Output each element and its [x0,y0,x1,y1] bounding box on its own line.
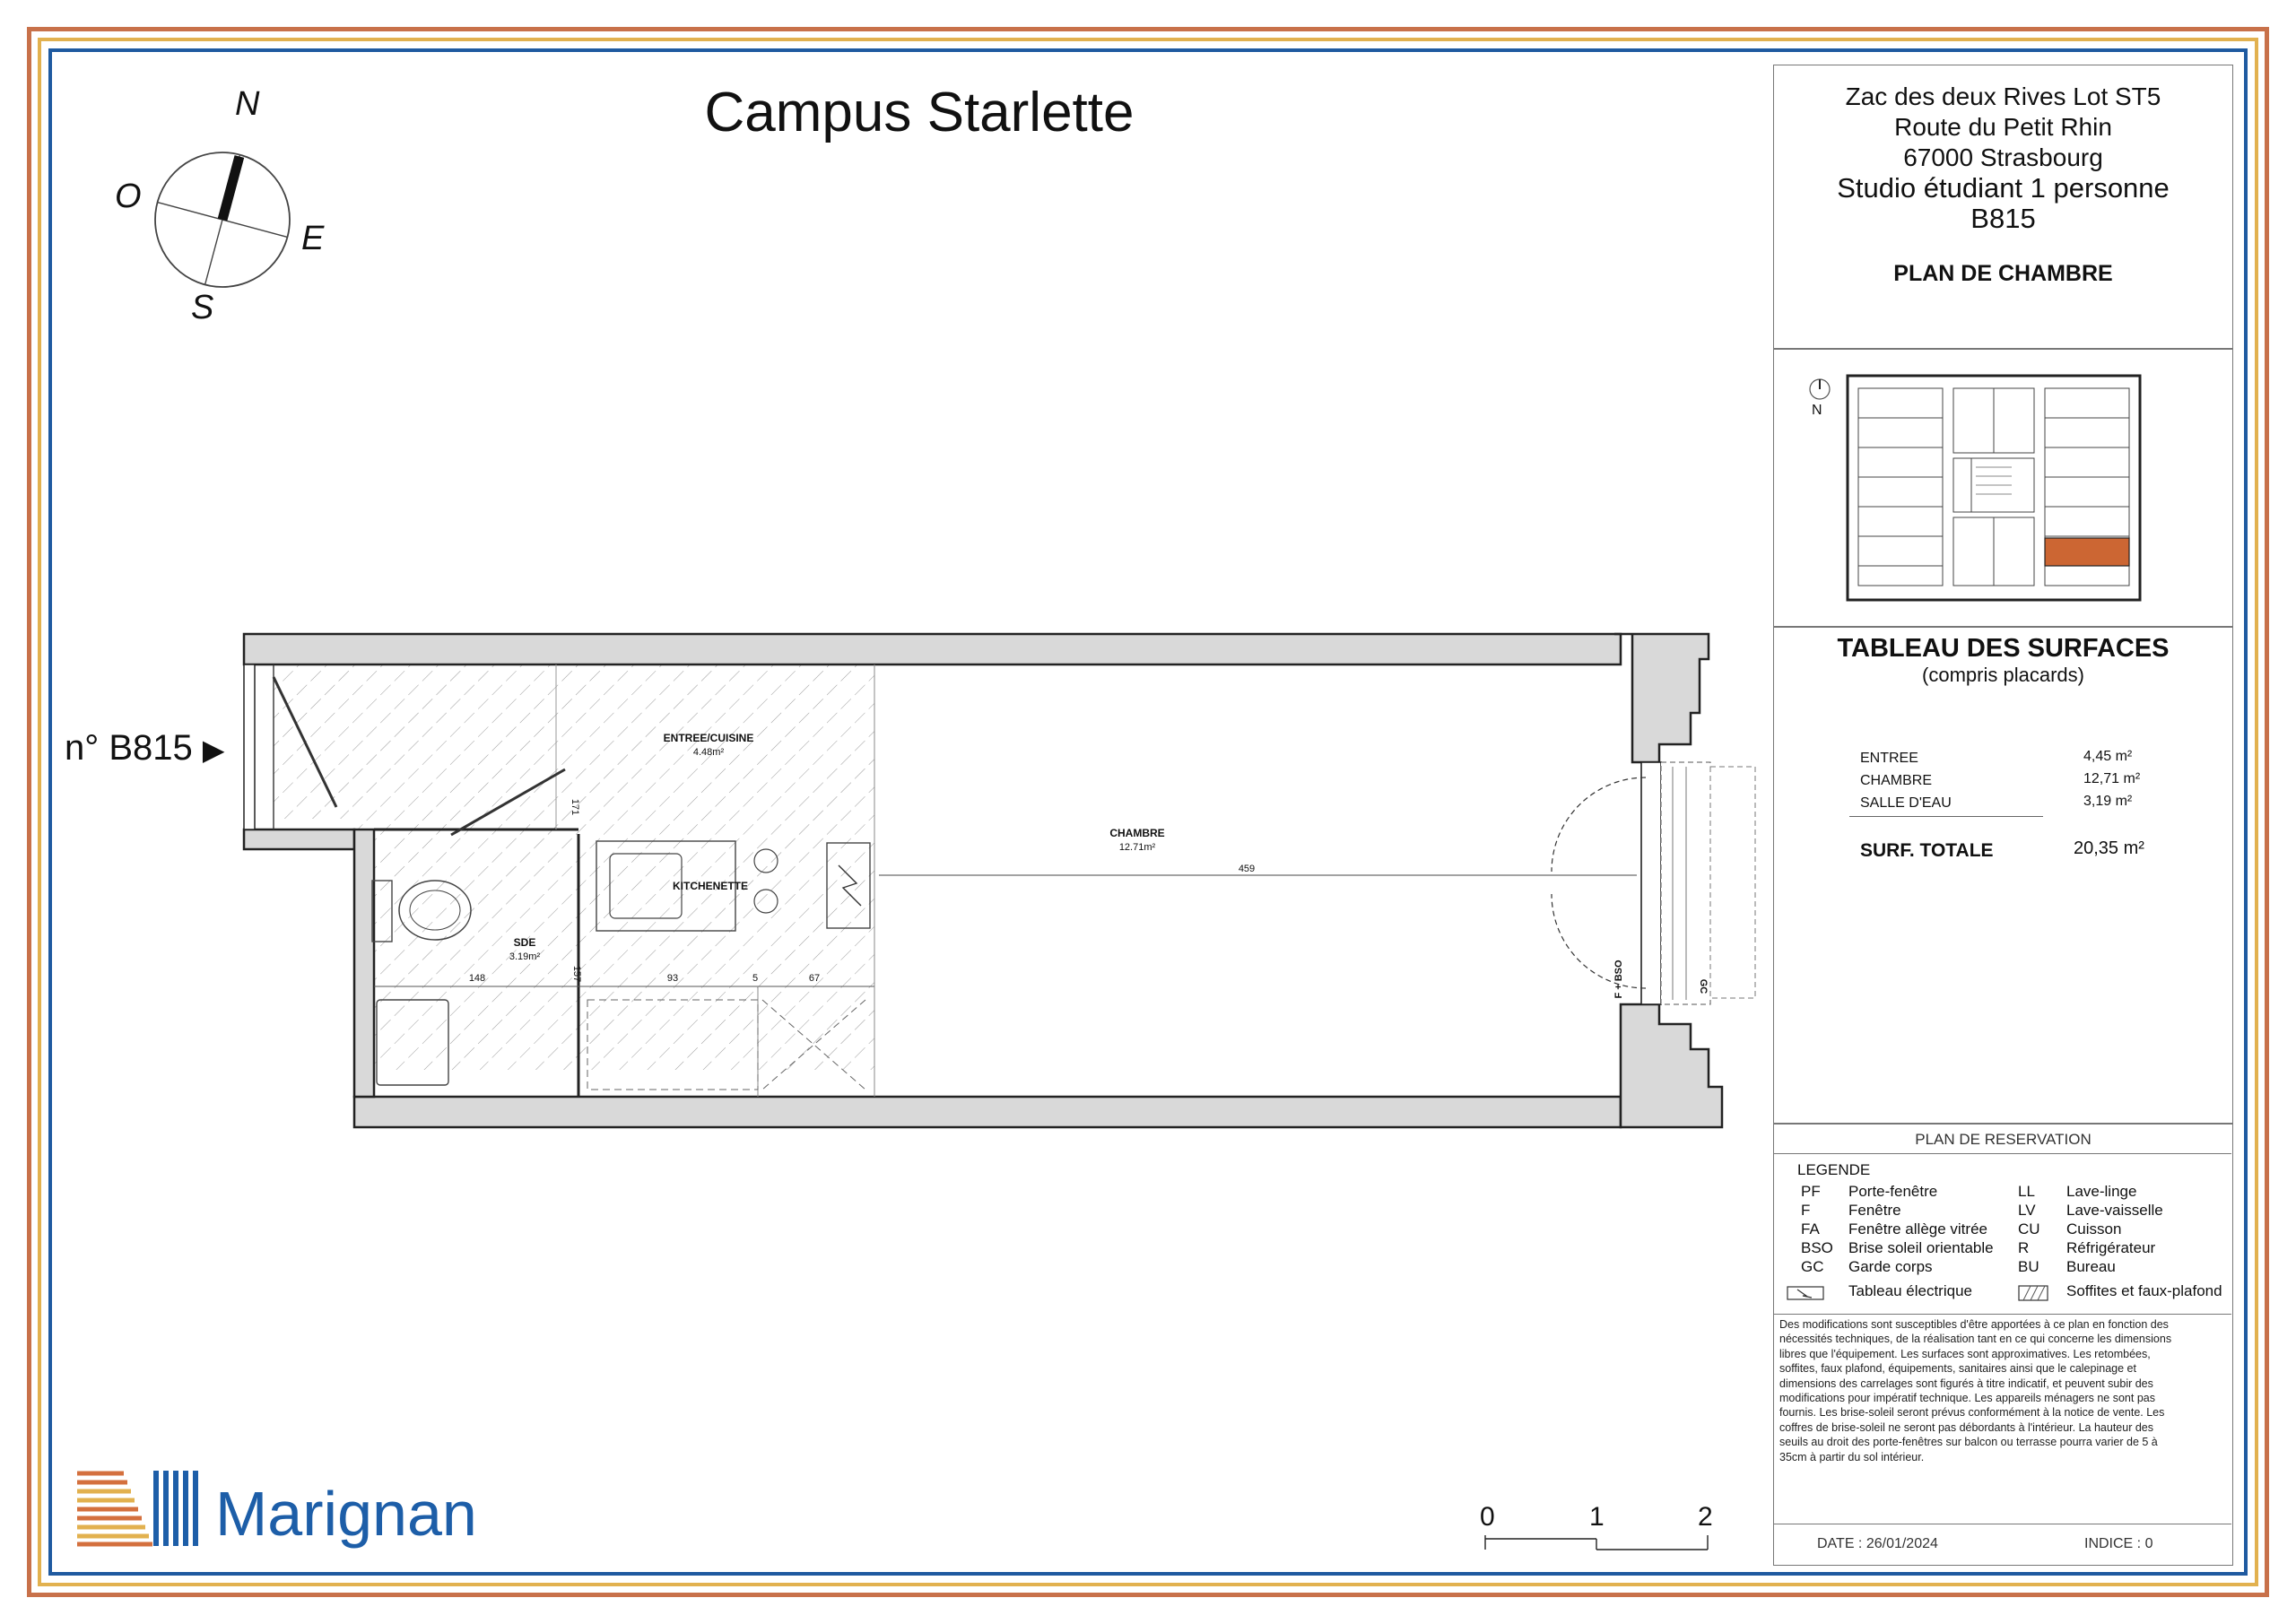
legend-text: Lave-linge [2066,1183,2137,1200]
room-area-sde: 3.19m² [509,951,541,962]
reservation-box [1773,1123,2233,1566]
note-line: dimensions des carrelages sont figurés à titre indicatif, et peuvent subir des [1779,1376,2153,1390]
reservation-title-divider [1774,1153,2231,1154]
key-plan-compass-icon [1806,376,1833,403]
address-line: Zac des deux Rives Lot ST5 [1845,83,2161,110]
legend-code: FA [1801,1220,1820,1238]
legend-code: BU [2018,1258,2039,1275]
address-line: Route du Petit Rhin [1894,113,2112,141]
soffit-zone-sde [354,819,874,1070]
surface-total-value: 20,35 m² [2074,838,2144,858]
note-line: libres que l'équipement. Les surfaces sont approximatives. Les retombées, [1779,1347,2151,1360]
room-label-chambre: CHAMBRE [1109,827,1165,839]
compass-icon [144,135,314,305]
soffit-zone-entry [274,664,874,819]
note-line: modifications pour impératif technique. Les appareils ménagers ne sont pas [1779,1392,2155,1405]
dimension-label: 93 [666,973,679,984]
reservation-title: PLAN DE RESERVATION [1915,1131,2092,1148]
compass-north: N [235,85,260,123]
note-line: seuils au droit des porte-fenêtres sur balcon ou terrasse pourra varier de 5 à [1779,1436,2158,1449]
wall-bottom [354,1097,1621,1127]
legend-text: Lave-vaisselle [2066,1202,2163,1219]
room-label-entree: ENTREE/CUISINE [663,732,754,744]
legend-code: F [1801,1202,1811,1219]
electric-panel-icon [1787,1285,1824,1301]
title-block-address [1773,65,2233,350]
legend-text: Fenêtre allège vitrée [1848,1220,1987,1238]
legend-text: Réfrigérateur [2066,1239,2156,1256]
compass-east: E [301,220,325,257]
plan-title: PLAN DE CHAMBRE [1893,261,2113,286]
legend-code: LL [2018,1183,2035,1200]
legend-text: Garde corps [1848,1258,1933,1275]
legend-text: Cuisson [2066,1220,2122,1238]
surface-value: 3,19 m² [2083,794,2133,809]
lot-label [65,728,225,769]
footer-date: DATE : 26/01/2024 [1817,1536,1938,1551]
balcony-outline [1710,767,1755,998]
notes-divider [1774,1314,2231,1315]
surfaces-title: TABLEAU DES SURFACES [1837,634,2170,663]
address-line: 67000 Strasbourg [1903,143,2103,171]
address-line: B815 [1970,203,2036,234]
legend-code: CU [2018,1220,2040,1238]
scale-label: 1 [1589,1502,1605,1532]
legend-symbol-text: Soffites et faux-plafond [2066,1282,2222,1299]
legend-code: GC [1801,1258,1824,1275]
legend-code: PF [1801,1183,1821,1200]
facade-pier-bottom [1621,1004,1722,1127]
key-plan-north: N [1812,403,1822,418]
arrow-right-icon: ▶ [202,734,225,766]
facade-pier-top [1614,634,1709,762]
surface-label: SALLE D'EAU [1860,795,1952,811]
note-line: soffites, faux plafond, équipements, sanitaires ainsi que le calepinage et [1779,1362,2136,1376]
room-area-entree: 4.48m² [692,747,725,758]
footer-index: INDICE : 0 [2084,1536,2153,1551]
highlighted-unit [2045,538,2129,566]
page-title: Campus Starlette [704,82,1135,143]
key-plan-box [1773,348,2233,628]
surface-total-label: SURF. TOTALE [1860,840,1994,861]
room-area-chambre: 12.71m² [1118,842,1156,853]
surfaces-subtitle: (compris placards) [1922,664,2084,686]
dimension-label: 5 [752,973,759,984]
dimension-label: 157 [571,965,582,983]
legend-text: Porte-fenêtre [1848,1183,1938,1200]
address-line: Studio étudiant 1 personne [1837,172,2170,204]
legend-text: Bureau [2066,1258,2116,1275]
legend-code: BSO [1801,1239,1833,1256]
lot-number: n° B815 [65,728,193,768]
surface-label: CHAMBRE [1860,773,1933,788]
legend-symbol-text: Tableau électrique [1848,1282,1972,1299]
window-swing [1552,777,1646,872]
legend-title: LEGENDE [1797,1161,1871,1178]
wall-left-low [244,829,354,849]
marignan-logo-icon [75,1469,201,1548]
compass-south: S [191,289,214,326]
surface-value: 4,45 m² [2083,749,2133,764]
note-line: nécessités techniques, de la réalisation tant en ce qui concerne les dimensions [1779,1333,2172,1346]
entry-door-jamb [244,664,255,829]
note-line: Des modifications sont susceptibles d'être apportées à ce plan en fonction des [1779,1318,2169,1331]
surface-value: 12,71 m² [2083,771,2141,786]
surface-label: ENTREE [1860,751,1918,766]
window-frame [1641,762,1661,1004]
legend-code: LV [2018,1202,2036,1219]
legend-code: R [2018,1239,2030,1256]
note-line: fournis. Les brise-soleil seront prévus conformément à la notice de vente. Les [1779,1406,2165,1420]
dimension-label: 148 [468,973,486,984]
brand-name: Marignan [215,1479,477,1549]
key-plan [1837,369,2151,606]
legend-text: Brise soleil orientable [1848,1239,1994,1256]
dimension-label: 67 [808,973,821,984]
soffit-hatch-icon [2018,1285,2048,1301]
room-label-sde: SDE [513,936,536,949]
dimension-label: 459 [1238,864,1256,874]
dimension-label: 171 [570,798,580,816]
scale-label: 2 [1698,1502,1713,1532]
scale-label: 0 [1480,1502,1495,1532]
note-line: 35cm à partir du sol intérieur. [1779,1450,1925,1463]
surfaces-box [1773,626,2233,1125]
room-label-kitchenette: KITCHENETTE [673,880,748,892]
wall-left-sde [354,829,374,1097]
legend-text: Fenêtre [1848,1202,1901,1219]
window-swing [1552,894,1646,988]
floor-plan [233,619,1776,1157]
window-label-f-bso: F + BSO [1613,960,1624,999]
surfaces-divider [1849,816,2043,817]
notes [1779,1317,2228,1464]
note-line: coffres de brise-soleil ne seront pas débordants à l'intérieur. La hauteur des [1779,1420,2153,1434]
compass-west: O [115,178,142,215]
scale-bar [1484,1535,1710,1551]
window-label-gc: GC [1698,978,1709,994]
wall-top [244,634,1621,664]
